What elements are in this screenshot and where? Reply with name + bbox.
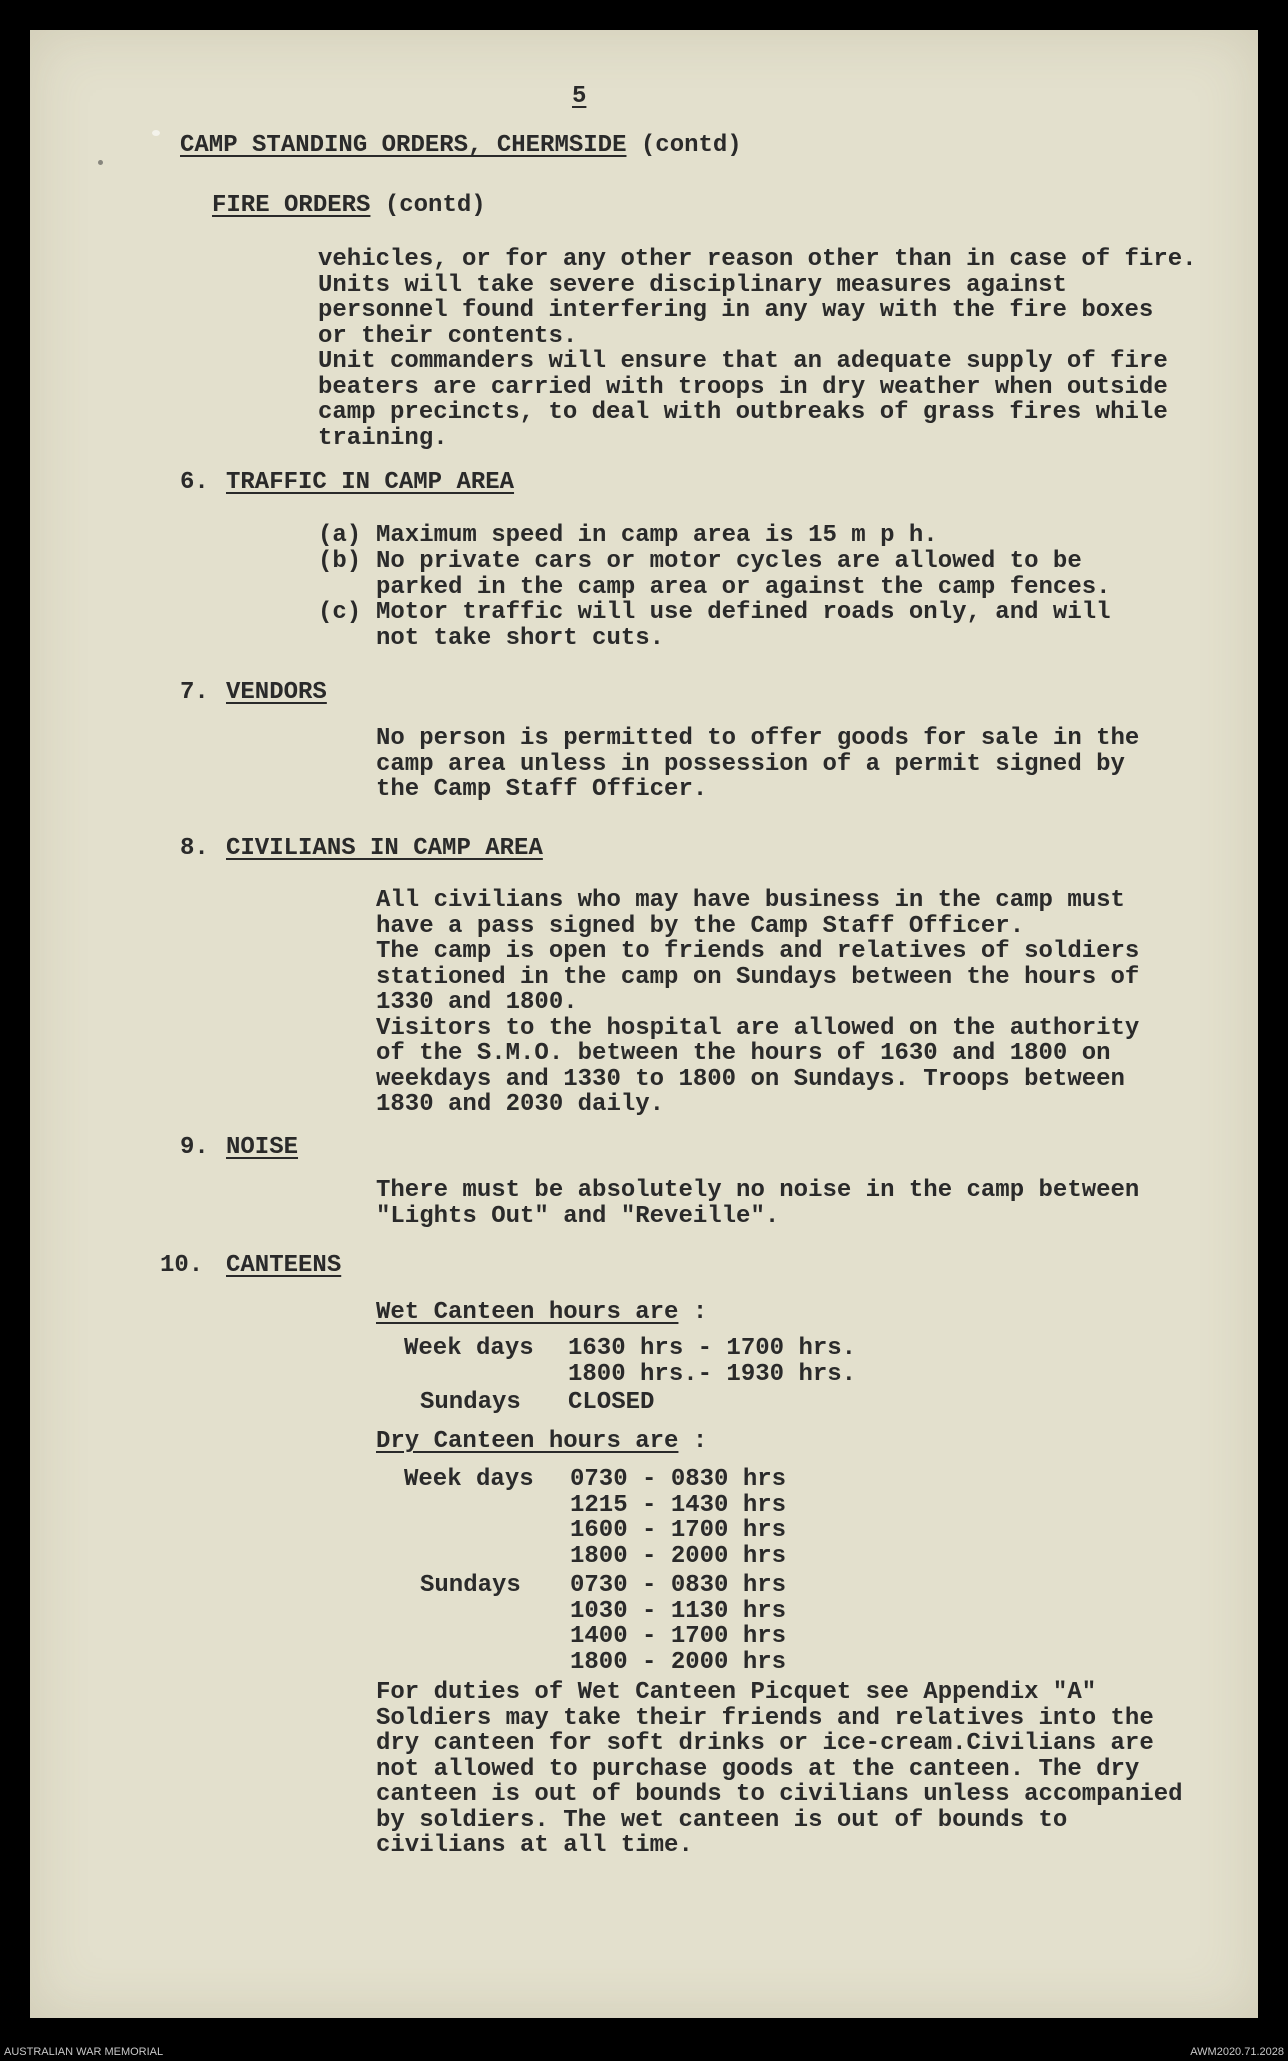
- fire-orders-line: or their contents.: [318, 322, 578, 350]
- fire-orders-line: training.: [318, 424, 448, 452]
- dry-weekdays-time: 0730 - 0830 hrs: [570, 1466, 787, 1493]
- dry-sundays-time: 0730 - 0830 hrs: [570, 1572, 787, 1599]
- ink-stain: [98, 160, 103, 165]
- traffic-item-text: Maximum speed in camp area is 15 m p h.: [376, 522, 938, 549]
- canteen-note-line: Soldiers may take their friends and relatives into the: [376, 1704, 1154, 1732]
- civilians-line: have a pass signed by the Camp Staff Officer.: [376, 912, 1025, 940]
- canteen-note-line: For duties of Wet Canteen Picquet see Appendix "A": [376, 1679, 1097, 1706]
- document-title: [180, 133, 742, 159]
- noise-line: "Lights Out" and "Reveille".: [376, 1202, 780, 1230]
- dry-canteen-heading: [376, 1429, 707, 1455]
- fire-orders-line: Unit commanders will ensure that an adequate supply of fire: [318, 348, 1168, 375]
- wet-weekdays-label: Week days: [404, 1335, 534, 1362]
- ink-stain: [152, 130, 160, 136]
- vendors-line: camp area unless in possession of a permit signed by: [376, 750, 1125, 778]
- traffic-item-text: No private cars or motor cycles are allowed to be: [376, 548, 1082, 575]
- fire-orders-line: Units will take severe disciplinary measures against: [318, 271, 1067, 299]
- wet-sundays-value: CLOSED: [568, 1389, 655, 1416]
- dry-weekdays-label: Week days: [404, 1466, 534, 1493]
- section-6-number: 6.: [180, 469, 209, 496]
- dry-sundays-time: 1030 - 1130 hrs: [570, 1597, 787, 1625]
- noise-line: There must be absolutely no noise in the camp between: [376, 1177, 1140, 1204]
- civilians-line: The camp is open to friends and relatives of soldiers: [376, 938, 1140, 965]
- fire-orders-heading-suffix: (contd): [370, 192, 486, 219]
- section-7-heading: VENDORS: [226, 679, 327, 706]
- section-8-heading: CIVILIANS IN CAMP AREA: [226, 835, 543, 862]
- dry-canteen-colon: :: [678, 1428, 708, 1455]
- traffic-item-label: (c): [318, 599, 362, 626]
- section-8-number: 8.: [180, 835, 209, 862]
- dry-sundays-label: Sundays: [420, 1572, 521, 1599]
- dry-sundays-time: 1400 - 1700 hrs: [570, 1623, 787, 1650]
- document-title-suffix: (contd): [626, 132, 742, 159]
- civilians-line: of the S.M.O. between the hours of 1630 and 1800 on: [376, 1040, 1111, 1067]
- wet-sundays-label: Sundays: [420, 1389, 521, 1416]
- traffic-item-text: not take short cuts.: [376, 625, 665, 652]
- traffic-item-label: (b): [318, 548, 362, 575]
- wet-canteen-heading-text: Wet Canteen hours are: [376, 1299, 679, 1326]
- section-9-heading: NOISE: [226, 1134, 299, 1161]
- dry-sundays-time: 1800 - 2000 hrs: [570, 1648, 787, 1676]
- fire-orders-line: camp precincts, to deal with outbreaks of grass fires while: [318, 399, 1168, 426]
- civilians-line: stationed in the camp on Sundays between the hours of: [376, 963, 1140, 991]
- civilians-line: 1330 and 1800.: [376, 989, 578, 1016]
- civilians-line: 1830 and 2030 daily.: [376, 1091, 665, 1118]
- fire-orders-line: beaters are carried with troops in dry weather when outside: [318, 373, 1168, 401]
- fire-orders-heading: [212, 193, 486, 219]
- section-10-number: 10.: [160, 1252, 204, 1279]
- section-9-number: 9.: [180, 1134, 209, 1161]
- footer-credit: AUSTRALIAN WAR MEMORIAL: [4, 2046, 164, 2058]
- wet-canteen-heading: [376, 1300, 707, 1326]
- canteen-note-line: dry canteen for soft drinks or ice-cream.Civilians are: [376, 1730, 1154, 1757]
- dry-weekdays-time: 1600 - 1700 hrs: [570, 1517, 787, 1544]
- traffic-item-text: parked in the camp area or against the camp fences.: [376, 574, 1111, 601]
- canteen-note-line: canteen is out of bounds to civilians unless accompanied: [376, 1781, 1183, 1808]
- dry-weekdays-time: 1800 - 2000 hrs: [570, 1542, 787, 1570]
- wet-weekdays-time: 1630 hrs - 1700 hrs.: [568, 1335, 857, 1362]
- section-10-heading: CANTEENS: [226, 1252, 342, 1279]
- dry-canteen-heading-text: Dry Canteen hours are: [376, 1428, 679, 1455]
- fire-orders-heading-text: FIRE ORDERS: [212, 192, 371, 219]
- dry-weekdays-time: 1215 - 1430 hrs: [570, 1491, 787, 1519]
- page-number: 5: [572, 83, 587, 110]
- fire-orders-line: personnel found interfering in any way with the fire boxes: [318, 297, 1154, 324]
- vendors-line: the Camp Staff Officer.: [376, 776, 708, 803]
- vendors-line: No person is permitted to offer goods for sale in the: [376, 725, 1140, 752]
- wet-weekdays-time: 1800 hrs.- 1930 hrs.: [568, 1360, 857, 1388]
- section-7-number: 7.: [180, 679, 209, 706]
- traffic-item-label: (a): [318, 522, 362, 549]
- section-6-heading: TRAFFIC IN CAMP AREA: [226, 469, 515, 496]
- fire-orders-line: vehicles, or for any other reason other than in case of fire.: [318, 246, 1197, 273]
- canteen-note-line: by soldiers. The wet canteen is out of bounds to: [376, 1806, 1068, 1834]
- canteen-note-line: civilians at all time.: [376, 1832, 693, 1859]
- canteen-note-line: not allowed to purchase goods at the canteen. The dry: [376, 1755, 1140, 1783]
- civilians-line: weekdays and 1330 to 1800 on Sundays. Troops between: [376, 1065, 1125, 1093]
- civilians-line: Visitors to the hospital are allowed on the authority: [376, 1014, 1140, 1042]
- wet-canteen-colon: :: [678, 1299, 708, 1326]
- civilians-line: All civilians who may have business in the camp must: [376, 887, 1125, 914]
- footer-accession-number: AWM2020.71.2028: [1190, 2046, 1284, 2058]
- traffic-item-text: Motor traffic will use defined roads only, and will: [376, 599, 1111, 626]
- document-title-text: CAMP STANDING ORDERS, CHERMSIDE: [180, 132, 627, 159]
